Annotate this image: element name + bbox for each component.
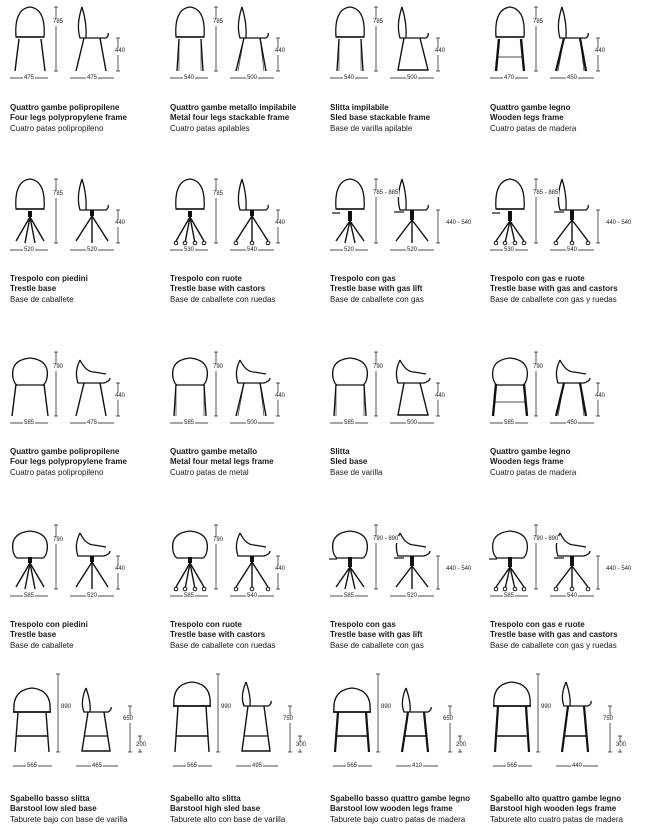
variant-caption: [330, 794, 485, 825]
caption-english: Barstool low wooden legs frame: [330, 804, 453, 814]
total-height-label: 990: [541, 704, 552, 710]
seat-height-label: 440: [435, 48, 446, 54]
total-height-label: 890: [61, 704, 72, 710]
caption-english: Trestle base: [10, 630, 57, 640]
caption-spanish: Cuatro patas polipropileno: [10, 123, 104, 133]
seat-height-label: 440 - 540: [446, 566, 472, 572]
total-height-label: 890: [381, 704, 392, 710]
caption-spanish: Base de caballete con gas y ruedas: [490, 294, 617, 304]
variant-caption: [330, 447, 485, 478]
caption-italian: Trespolo con gas e ruote: [490, 274, 585, 283]
front-width-label: 585: [183, 593, 195, 599]
seat-height-label: 440: [275, 566, 286, 572]
caption-english: Sled base: [330, 457, 368, 467]
caption-italian: Sgabello basso quattro gambe legno: [330, 794, 471, 803]
front-width-label: 565: [26, 763, 38, 769]
front-view: [13, 531, 48, 589]
seat-height-label: 750: [283, 716, 294, 722]
front-width-label: 565: [346, 763, 358, 769]
caption-italian: Sgabello basso slitta: [10, 794, 90, 803]
total-height-label: 785: [53, 19, 64, 25]
product-drawing: [490, 526, 640, 626]
product-drawing: [10, 526, 160, 626]
product-drawing: [330, 8, 480, 108]
front-width-label: 585: [23, 420, 35, 426]
front-width-label: 585: [183, 420, 195, 426]
seat-height-label: 440: [275, 48, 286, 54]
side-view: [554, 179, 590, 245]
side-width-label: 540: [246, 247, 258, 253]
front-width-label: 565: [506, 763, 518, 769]
caption-spanish: Base de varilla apilable: [330, 123, 413, 133]
caption-italian: Quattro gambe legno: [490, 103, 571, 112]
caption-italian: Quattro gambe metallo: [170, 447, 258, 456]
side-view: [556, 7, 588, 71]
caption-spanish: Base de caballete con ruedas: [170, 294, 276, 304]
caption-italian: Slitta: [330, 447, 350, 456]
variant-caption: [170, 794, 325, 825]
total-height-label: 790 - 890: [373, 536, 399, 542]
dimension-lines: [330, 7, 440, 78]
seat-height-label: 440 - 540: [446, 220, 472, 226]
caption-spanish: Base de caballete: [10, 294, 74, 304]
caption-spanish: Cuatro patas de metal: [170, 467, 249, 477]
caption-spanish: Taburete bajo con base de varilla: [10, 814, 128, 824]
seat-height-label: 440: [275, 220, 286, 226]
front-view: [12, 358, 48, 416]
variant-caption: [490, 620, 645, 651]
front-width-label: 540: [183, 75, 195, 81]
caption-english: Trestle base with gas lift: [330, 630, 423, 640]
side-view: [402, 688, 431, 752]
front-view: [333, 688, 371, 752]
caption-italian: Trespolo con ruote: [170, 274, 243, 283]
side-view: [554, 533, 590, 591]
variant-caption: [10, 103, 165, 134]
seat-height-label: 440: [115, 48, 126, 54]
caption-english: Wooden legs frame: [490, 113, 564, 123]
front-view: [15, 7, 45, 71]
total-height-label: 990: [221, 704, 232, 710]
side-width-label: 520: [406, 247, 418, 253]
side-width-label: 500: [406, 420, 418, 426]
variant-caption: [490, 274, 645, 305]
caption-italian: Quattro gambe polipropilene: [10, 103, 120, 112]
caption-spanish: Cuatro patas apilables: [170, 123, 250, 133]
seat-height-label: 440: [115, 393, 126, 399]
caption-italian: Trespolo con gas: [330, 274, 396, 283]
front-view: [174, 179, 206, 245]
total-height-label: 785: [373, 19, 384, 25]
side-width-label: 450: [566, 420, 578, 426]
side-view: [562, 682, 591, 752]
seat-height-label: 440 - 540: [606, 220, 632, 226]
front-width-label: 585: [23, 593, 35, 599]
front-view: [496, 7, 524, 71]
caption-italian: Quattro gambe metallo impilabile: [170, 103, 297, 112]
caption-italian: Trespolo con ruote: [170, 620, 243, 629]
front-width-label: 585: [503, 593, 515, 599]
variant-caption: [10, 447, 165, 478]
front-view: [173, 358, 208, 416]
seat-height-label: 440 - 540: [606, 566, 632, 572]
caption-spanish: Taburete alto con base de varilla: [170, 814, 286, 824]
side-width-label: 520: [86, 247, 98, 253]
caption-italian: Trespolo con piedini: [10, 620, 88, 629]
side-width-label: 540: [246, 593, 258, 599]
product-drawing: [10, 353, 160, 453]
caption-italian: Sgabello alto quattro gambe legno: [490, 794, 622, 803]
front-width-label: 520: [23, 247, 35, 253]
side-view: [82, 688, 111, 751]
caption-italian: Trespolo con piedini: [10, 274, 88, 283]
product-drawing: [170, 353, 320, 453]
front-view: [176, 7, 204, 71]
variant-caption: [170, 447, 325, 478]
total-height-label: 790: [373, 364, 384, 370]
variant-caption: [330, 103, 485, 134]
front-width-label: 540: [343, 75, 355, 81]
dimension-lines: [170, 525, 280, 596]
dimension-lines: [10, 179, 120, 250]
caption-english: Sled base stackable frame: [330, 113, 431, 123]
caption-english: Metal four metal legs frame: [170, 457, 274, 467]
caption-english: Four legs polypropylene frame: [10, 457, 127, 467]
caption-spanish: Base de varilla: [330, 467, 383, 477]
side-view: [242, 682, 271, 751]
caption-italian: Trespolo con gas: [330, 620, 396, 629]
front-width-label: 475: [23, 75, 35, 81]
product-drawing: [170, 8, 320, 108]
footrest-height-label: 300: [296, 742, 307, 748]
side-width-label: 475: [86, 75, 98, 81]
side-view: [76, 179, 108, 243]
variant-caption: [170, 103, 325, 134]
caption-english: Barstool low sled base: [10, 804, 97, 814]
caption-english: Trestle base with castors: [170, 284, 266, 294]
seat-height-label: 650: [123, 716, 134, 722]
caption-english: Trestle base with castors: [170, 630, 266, 640]
caption-italian: Sgabello alto slitta: [170, 794, 241, 803]
caption-english: Trestle base: [10, 284, 57, 294]
side-width-label: 495: [251, 763, 263, 769]
total-height-label: 785 - 885: [533, 190, 559, 196]
caption-spanish: Base de caballete: [10, 640, 74, 650]
caption-english: Metal four legs stackable frame: [170, 113, 290, 123]
caption-spanish: Cuatro patas de madera: [490, 467, 577, 477]
total-height-label: 790: [533, 364, 544, 370]
dimension-lines: [330, 352, 440, 423]
caption-spanish: Base de caballete con gas: [330, 294, 424, 304]
product-drawing: [10, 180, 160, 280]
side-width-label: 450: [566, 75, 578, 81]
front-view: [489, 531, 527, 591]
caption-spanish: Base de caballete con ruedas: [170, 640, 276, 650]
total-height-label: 790 - 890: [533, 536, 559, 542]
variant-caption: [490, 794, 645, 825]
caption-italian: Trespolo con gas e ruote: [490, 620, 585, 629]
seat-height-label: 440: [275, 393, 286, 399]
total-height-label: 790: [213, 364, 224, 370]
front-view: [332, 179, 364, 243]
caption-spanish: Cuatro patas polipropileno: [10, 467, 104, 477]
total-height-label: 785: [213, 191, 224, 197]
caption-italian: Quattro gambe polipropilene: [10, 447, 120, 456]
front-width-label: 585: [503, 420, 515, 426]
front-width-label: 470: [503, 75, 515, 81]
variant-caption: [170, 274, 325, 305]
front-view: [333, 358, 368, 416]
product-drawing: [330, 180, 480, 280]
total-height-label: 785: [533, 19, 544, 25]
total-height-label: 790: [53, 537, 64, 543]
product-drawing: [330, 353, 480, 453]
front-width-label: 530: [503, 247, 515, 253]
caption-italian: Quattro gambe legno: [490, 447, 571, 456]
side-width-label: 540: [566, 247, 578, 253]
front-view: [492, 179, 526, 245]
variant-caption: [490, 103, 645, 134]
side-view: [234, 533, 270, 591]
total-height-label: 790: [53, 364, 64, 370]
product-drawing: [490, 180, 640, 280]
product-drawing: [330, 526, 480, 626]
side-width-label: 440: [571, 763, 583, 769]
caption-english: Trestle base with gas and castors: [490, 630, 618, 640]
variant-caption: [10, 274, 165, 305]
side-width-label: 410: [411, 763, 423, 769]
side-view: [396, 360, 430, 415]
total-height-label: 790: [213, 537, 224, 543]
side-width-label: 500: [406, 75, 418, 81]
side-view: [234, 179, 270, 245]
front-view: [173, 682, 211, 752]
caption-spanish: Cuatro patas de madera: [490, 123, 577, 133]
front-view: [13, 688, 51, 752]
caption-english: Barstool high sled base: [170, 804, 261, 814]
seat-height-label: 440: [595, 48, 606, 54]
side-view: [398, 7, 428, 70]
footrest-height-label: 200: [136, 742, 147, 748]
front-view: [16, 179, 44, 243]
dimension-lines: [10, 7, 120, 78]
side-width-label: 540: [566, 593, 578, 599]
side-view: [236, 360, 270, 416]
side-width-label: 520: [406, 593, 418, 599]
front-width-label: 585: [343, 420, 355, 426]
seat-height-label: 650: [443, 716, 454, 722]
caption-spanish: Taburete alto cuatro patas de madera: [490, 814, 623, 824]
footrest-height-label: 300: [616, 742, 627, 748]
variant-caption: [10, 620, 165, 651]
front-width-label: 530: [183, 247, 195, 253]
variant-caption: [10, 794, 165, 825]
front-width-label: 520: [343, 247, 355, 253]
front-view: [493, 358, 528, 416]
caption-spanish: Base de caballete con gas: [330, 640, 424, 650]
caption-spanish: Taburete bajo cuatro patas de madera: [330, 814, 466, 824]
dimension-lines: [170, 179, 280, 250]
side-view: [76, 533, 110, 589]
front-view: [173, 531, 208, 591]
seat-height-label: 440: [595, 393, 606, 399]
side-width-label: 465: [91, 763, 103, 769]
side-view: [76, 7, 108, 71]
caption-english: Wooden legs frame: [490, 457, 564, 467]
footrest-height-label: 200: [456, 742, 467, 748]
caption-english: Trestle base with gas lift: [330, 284, 423, 294]
caption-spanish: Base de caballete con gas y ruedas: [490, 640, 617, 650]
front-view: [336, 7, 364, 71]
side-view: [556, 360, 590, 416]
side-view: [394, 179, 428, 243]
side-width-label: 500: [246, 75, 258, 81]
total-height-label: 785: [213, 19, 224, 25]
seat-height-label: 440: [435, 393, 446, 399]
front-view: [329, 531, 367, 589]
variant-caption: [490, 447, 645, 478]
side-width-label: 520: [86, 593, 98, 599]
front-width-label: 585: [343, 593, 355, 599]
total-height-label: 785 - 885: [373, 190, 399, 196]
product-drawing: [10, 8, 160, 108]
side-width-label: 475: [86, 420, 98, 426]
side-view: [236, 7, 268, 71]
variant-caption: [170, 620, 325, 651]
caption-english: Four legs polypropylene frame: [10, 113, 127, 123]
caption-english: Trestle base with gas and castors: [490, 284, 618, 294]
product-drawing: [490, 353, 640, 453]
seat-height-label: 440: [115, 566, 126, 572]
product-drawing: [170, 526, 320, 626]
total-height-label: 785: [53, 191, 64, 197]
seat-height-label: 750: [603, 716, 614, 722]
variant-caption: [330, 274, 485, 305]
product-drawing: [490, 8, 640, 108]
variant-caption: [330, 620, 485, 651]
side-width-label: 500: [246, 420, 258, 426]
caption-italian: Slitta impilabile: [330, 103, 389, 112]
seat-height-label: 440: [115, 220, 126, 226]
front-width-label: 565: [186, 763, 198, 769]
front-view: [493, 682, 531, 752]
caption-english: Barstool high wooden legs frame: [490, 804, 617, 814]
dimension-lines: [10, 352, 120, 423]
dimension-lines: [10, 525, 120, 596]
side-view: [76, 360, 110, 416]
side-view: [394, 533, 430, 589]
product-drawing: [170, 180, 320, 280]
